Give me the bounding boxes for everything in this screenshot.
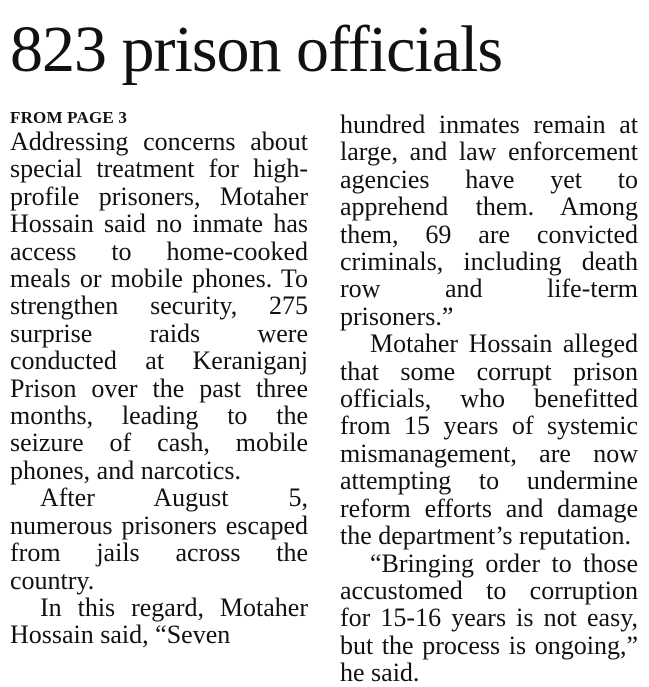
headline: 823 prison officials (10, 13, 503, 86)
continuation-kicker: FROM PAGE 3 (10, 108, 128, 127)
paragraph: After August 5, numerous prisoners escaped from jails across the country. (10, 483, 308, 595)
paragraph: Motaher Hossain alleged that some corrupt prison officials, who benefitted from 15 years of systemic mismanagement, are now attempting to undermine reform efforts and damage the department’s reputation. (340, 329, 638, 551)
paragraph: “Bringing order to those accustomed to corruption for 15-16 years is not easy, but the process is ongoing,” he said. (340, 548, 638, 687)
article-column-right (340, 111, 638, 687)
paragraph: In this regard, Motaher Hossain said, “Seven (10, 592, 308, 650)
paragraph: Addressing concerns about special treatment for high-profile prisoners, Motaher Hossain said no inmate has access to home-cooked meals or mobile phones. To strengthen security, 275 surprise raids were conducted at Keraniganj Prison over the past three months, leading to the seizure of cash, mobile phones, and narcotics. (10, 127, 308, 485)
article-column-left (10, 108, 308, 649)
paragraph: hundred inmates remain at large, and law enforcement agencies have yet to apprehend them. Among them, 69 are convicted criminals, including death row and life-term prisoners.” (340, 110, 638, 331)
